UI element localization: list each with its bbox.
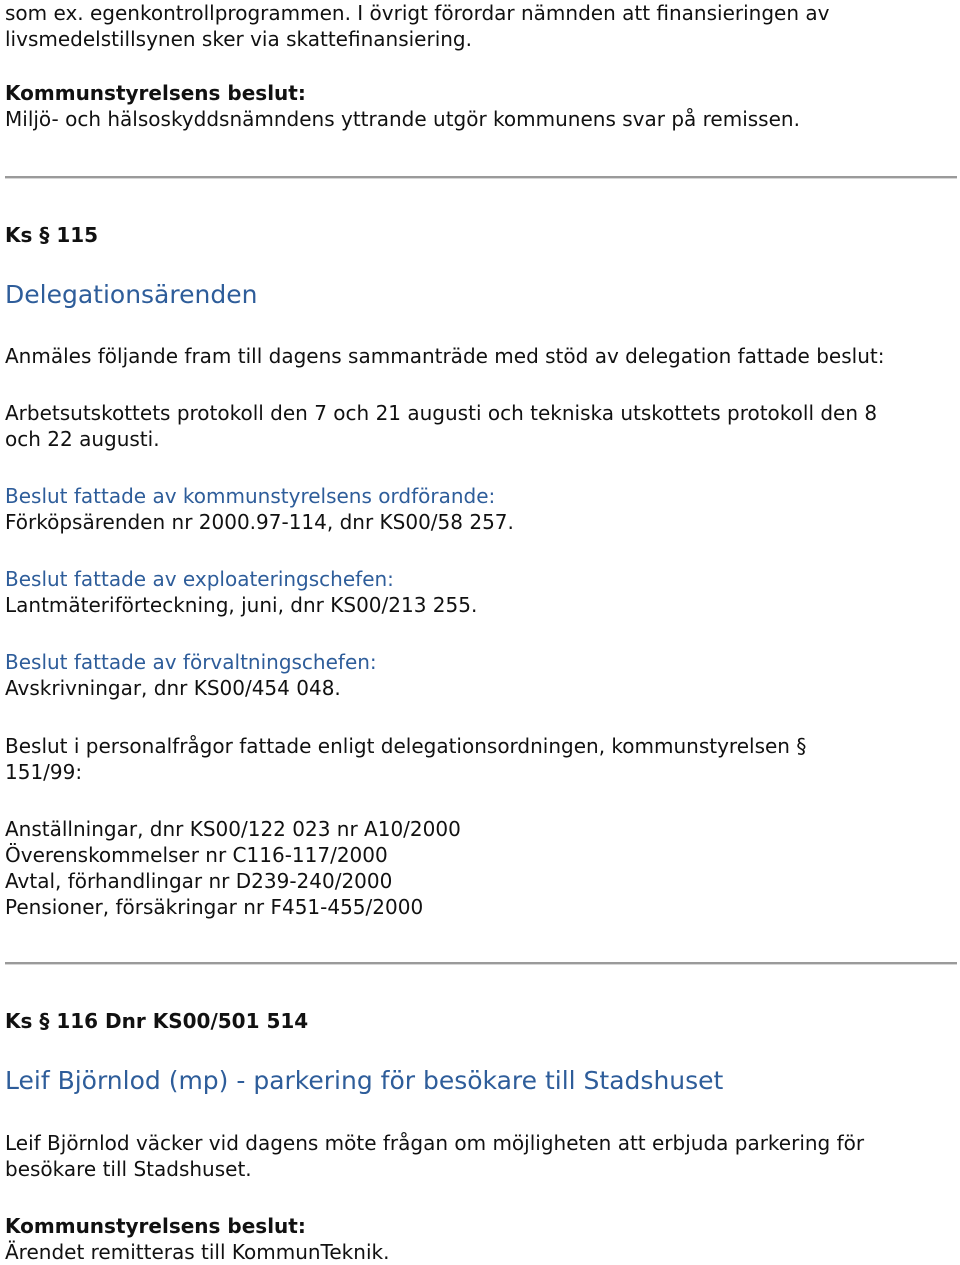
personnel-line-2: 151/99:: [5, 760, 83, 784]
decision-label: Kommunstyrelsens beslut:: [5, 81, 306, 105]
subheading-exploitation: Beslut fattade av exploateringschefen:: [5, 567, 394, 591]
exploitation-decision: Lantmäteriförteckning, juni, dnr KS00/213 255.: [5, 593, 478, 617]
administration-decision: Avskrivningar, dnr KS00/454 048.: [5, 676, 341, 700]
decision-label: Kommunstyrelsens beslut:: [5, 1214, 306, 1238]
subheading-administration: Beslut fattade av förvaltningschefen:: [5, 650, 377, 674]
section-divider: [5, 962, 957, 965]
case-number-116: Ks § 116 Dnr KS00/501 514: [5, 1009, 309, 1033]
list-item: Avtal, förhandlingar nr D239-240/2000: [5, 869, 393, 893]
decision-text: Miljö- och hälsoskyddsnämndens yttrande utgör kommunens svar på remissen.: [5, 107, 800, 131]
list-item: Anställningar, dnr KS00/122 023 nr A10/2000: [5, 817, 461, 841]
paragraph-protocol-line-1: Arbetsutskottets protokoll den 7 och 21 augusti och tekniska utskottets protokoll den 8: [5, 401, 878, 425]
subheading-chairman: Beslut fattade av kommunstyrelsens ordförande:: [5, 484, 496, 508]
parking-paragraph-line-2: besökare till Stadshuset.: [5, 1157, 252, 1181]
personnel-line-1: Beslut i personalfrågor fattade enligt delegationsordningen, kommunstyrelsen §: [5, 734, 807, 758]
paragraph-announcement: Anmäles följande fram till dagens sammanträde med stöd av delegation fattade beslut:: [5, 344, 885, 368]
paragraph-protocol-line-2: och 22 augusti.: [5, 427, 160, 451]
chairman-decision: Förköpsärenden nr 2000.97-114, dnr KS00/58 257.: [5, 510, 514, 534]
section-divider: [5, 176, 957, 179]
intro-line-2: livsmedelstillsynen sker via skattefinansiering.: [5, 27, 472, 51]
parking-paragraph-line-1: Leif Björnlod väcker vid dagens möte frågan om möjligheten att erbjuda parkering för: [5, 1131, 865, 1155]
list-item: Överenskommelser nr C116-117/2000: [5, 843, 388, 867]
section-title-parking: Leif Björnlod (mp) - parkering för besökare till Stadshuset: [5, 1066, 724, 1095]
intro-line-1: som ex. egenkontrollprogrammen. I övrigt förordar nämnden att finansieringen av: [5, 1, 830, 25]
list-item: Pensioner, försäkringar nr F451-455/2000: [5, 895, 424, 919]
case-number-115: Ks § 115: [5, 223, 99, 247]
section-title-delegation: Delegationsärenden: [5, 280, 258, 309]
decision-text: Ärendet remitteras till KommunTeknik.: [5, 1240, 390, 1264]
